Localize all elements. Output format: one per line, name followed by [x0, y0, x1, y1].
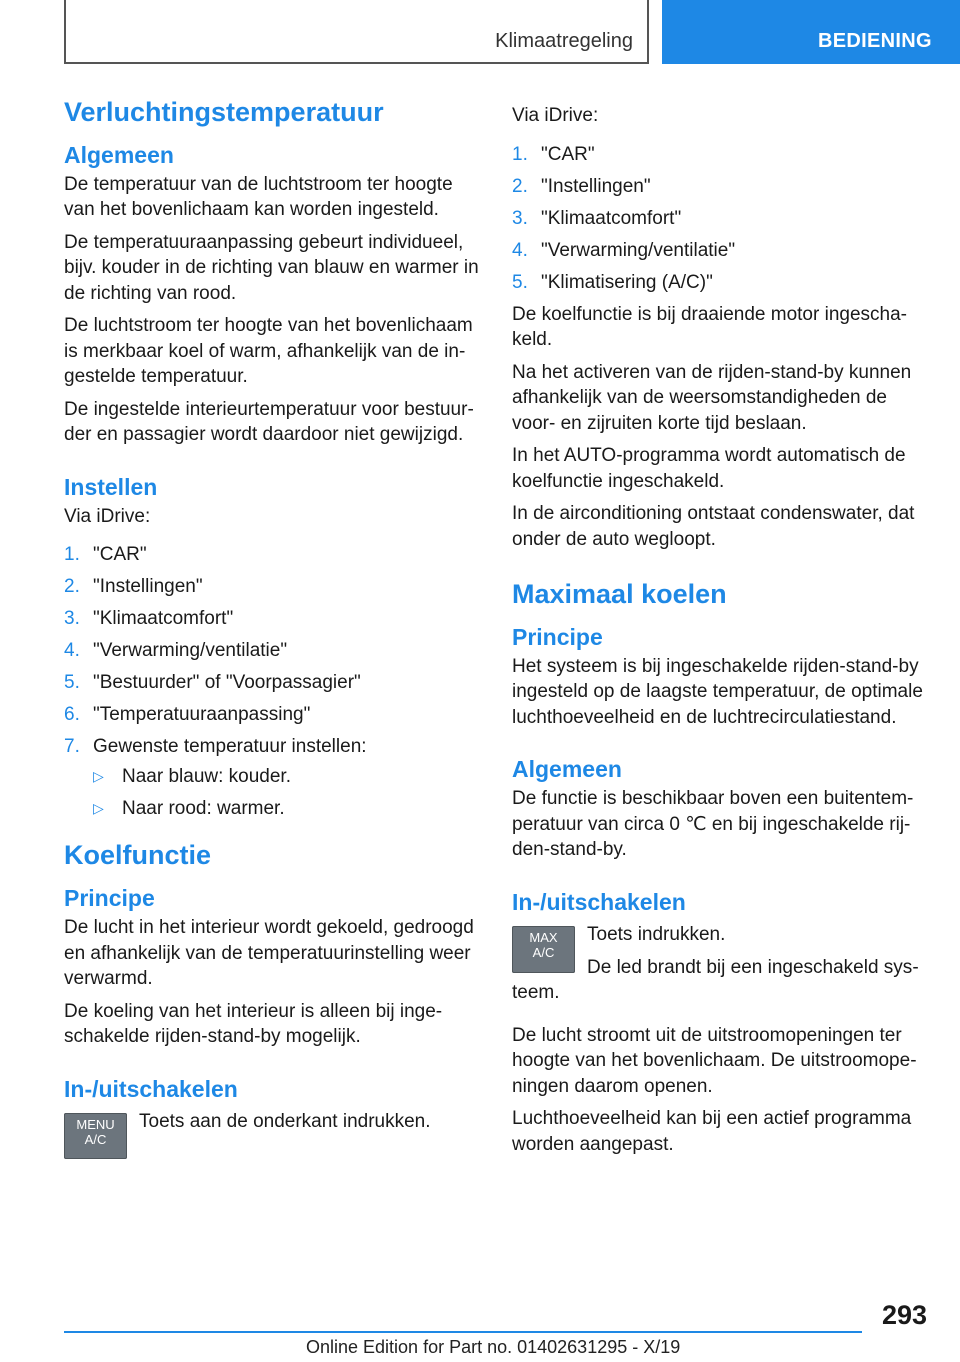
page-number: 293 [881, 1300, 927, 1330]
step-text: "Temperatuuraanpassing" [93, 704, 311, 726]
step-text: "Klimaatcomfort" [93, 608, 234, 630]
heading-instellen: Instellen [64, 473, 158, 500]
list-item [64, 606, 482, 632]
step-text: "Klimaatcomfort" [541, 207, 682, 229]
paragraph: Toets aan de onderkant indrukken. [139, 1111, 431, 1133]
sub-list-item [93, 764, 482, 790]
step-text: Gewenste temperatuur instellen: [93, 736, 367, 758]
step-text: "CAR" [541, 143, 595, 165]
triangle-bullet-icon: ▷ [93, 767, 104, 784]
key-instruction [512, 922, 932, 1006]
steps-list [64, 542, 482, 821]
steps-list [512, 142, 932, 296]
heading-principe: Principe [512, 624, 603, 651]
paragraph: De lucht stroomt uit de uitstroomopeningen ter hoogte van het bovenlichaam. De uitstroomopeningen daarom openen. [512, 1024, 917, 1097]
paragraph-intro: Via iDrive: [64, 505, 151, 527]
paragraph: De koelfunctie is bij draaiende motor ingeschakeld. [512, 303, 907, 350]
section-title-verluchtingstemperatuur: Verluchtingstemperatuur [64, 97, 384, 127]
sub-list-item [93, 796, 482, 822]
paragraph-intro: Via iDrive: [512, 105, 599, 126]
list-item [64, 542, 482, 568]
footer-edition-text: Online Edition for Part no. 01402631295 - X/19 [306, 1337, 681, 1357]
paragraph: De led brandt bij een ingeschakeld systeem. [512, 956, 919, 1004]
sub-item-text: Naar blauw: kouder. [122, 765, 291, 787]
menu-ac-key-icon: MENU A/C [64, 1113, 127, 1159]
paragraph: De temperatuuraanpassing gebeurt individueel, bijv. kouder in de richting van blauw en warmer in de richting van rood. [64, 231, 479, 304]
list-item [512, 206, 932, 232]
header-chapter-title: BEDIENING [818, 30, 932, 52]
paragraph: De functie is beschikbaar boven een buitentemperatuur van circa 0 ℃ en bij ingeschakelde rijden-stand-by. [512, 788, 914, 861]
step-number: 5. [512, 271, 528, 293]
step-number: 1. [64, 544, 80, 566]
list-item [512, 174, 932, 200]
paragraph: Luchthoeveelheid kan bij een actief programma worden aangepast. [512, 1108, 912, 1155]
step-number: 6. [64, 704, 80, 726]
step-text: "Verwarming/ventilatie" [93, 640, 288, 662]
paragraph: De koeling van het interieur is alleen bij ingeschakelde rijden-stand-by mogelijk. [64, 1000, 443, 1048]
paragraph: De luchtstroom ter hoogte van het bovenlichaam is merkbaar koel of warm, afhankelijk van de ingestelde temperatuur. [64, 315, 473, 388]
step-text: "Instellingen" [541, 175, 651, 197]
paragraph: Toets indrukken. [587, 924, 726, 946]
header-section-box [64, 0, 649, 64]
step-text: "Instellingen" [93, 576, 203, 598]
footer-divider [64, 1331, 862, 1333]
triangle-bullet-icon: ▷ [93, 799, 104, 816]
list-item [64, 670, 482, 696]
step-number: 1. [512, 143, 528, 165]
section-title-koelfunctie: Koelfunctie [64, 840, 212, 871]
header-section-title: Klimaatregeling [495, 30, 633, 52]
section-title-maximaal-koelen: Maximaal koelen [512, 579, 727, 609]
list-item [64, 638, 482, 664]
step-number: 7. [64, 736, 80, 758]
paragraph: Na het activeren van de rijden-stand-by kunnen afhankelijk van de weersomstandigheden de voor- en zijruiten korte tijd beslaan. [512, 361, 912, 434]
paragraph: De temperatuur van de luchtstroom ter hoogte van het bovenlichaam kan worden ingesteld. [64, 173, 453, 221]
step-number: 2. [512, 175, 528, 197]
heading-in-uitschakelen: In-/uitschakelen [512, 888, 686, 915]
step-number: 4. [512, 239, 528, 261]
paragraph: In het AUTO-programma wordt automatisch de koelfunctie ingeschakeld. [512, 445, 906, 492]
list-item [512, 142, 932, 168]
paragraph: In de airconditioning ontstaat condenswater, dat onder de auto wegloopt. [512, 503, 915, 550]
paragraph: Het systeem is bij ingeschakelde rijden-stand-by ingesteld op de laagste temperatuur, de optimale luchthoeveelheid en de luchtrecirculatiestand. [512, 655, 923, 728]
step-text: "Klimatisering (A/C)" [541, 271, 713, 293]
right-column [512, 103, 932, 1164]
step-text: "Bestuurder" of "Voorpassagier" [93, 672, 361, 694]
list-item [512, 238, 932, 264]
header-chapter-tab [662, 0, 960, 64]
max-ac-key-icon: MAX A/C [512, 926, 575, 973]
step-number: 5. [64, 672, 80, 694]
list-item [64, 702, 482, 728]
heading-in-uitschakelen: In-/uitschakelen [64, 1075, 238, 1102]
list-item [64, 734, 482, 821]
key-instruction [64, 1109, 482, 1173]
sub-item-text: Naar rood: warmer. [122, 797, 285, 819]
heading-principe: Principe [64, 885, 155, 912]
step-number: 2. [64, 576, 80, 598]
step-number: 3. [64, 608, 80, 630]
step-number: 3. [512, 207, 528, 229]
list-item [64, 574, 482, 600]
heading-algemeen: Algemeen [512, 756, 622, 783]
sub-list [93, 764, 482, 822]
step-text: "Verwarming/ventilatie" [541, 239, 736, 261]
paragraph: De ingestelde interieurtemperatuur voor bestuurder en passagier wordt daardoor niet gewijzigd. [64, 398, 474, 446]
list-item [512, 270, 932, 296]
step-text: "CAR" [93, 544, 147, 566]
paragraph: De lucht in het interieur wordt gekoeld, gedroogd en afhankelijk van de temperatuurinstelling weer verwarmd. [64, 917, 474, 990]
step-number: 4. [64, 640, 80, 662]
left-column [64, 96, 482, 1173]
heading-algemeen: Algemeen [64, 142, 174, 169]
